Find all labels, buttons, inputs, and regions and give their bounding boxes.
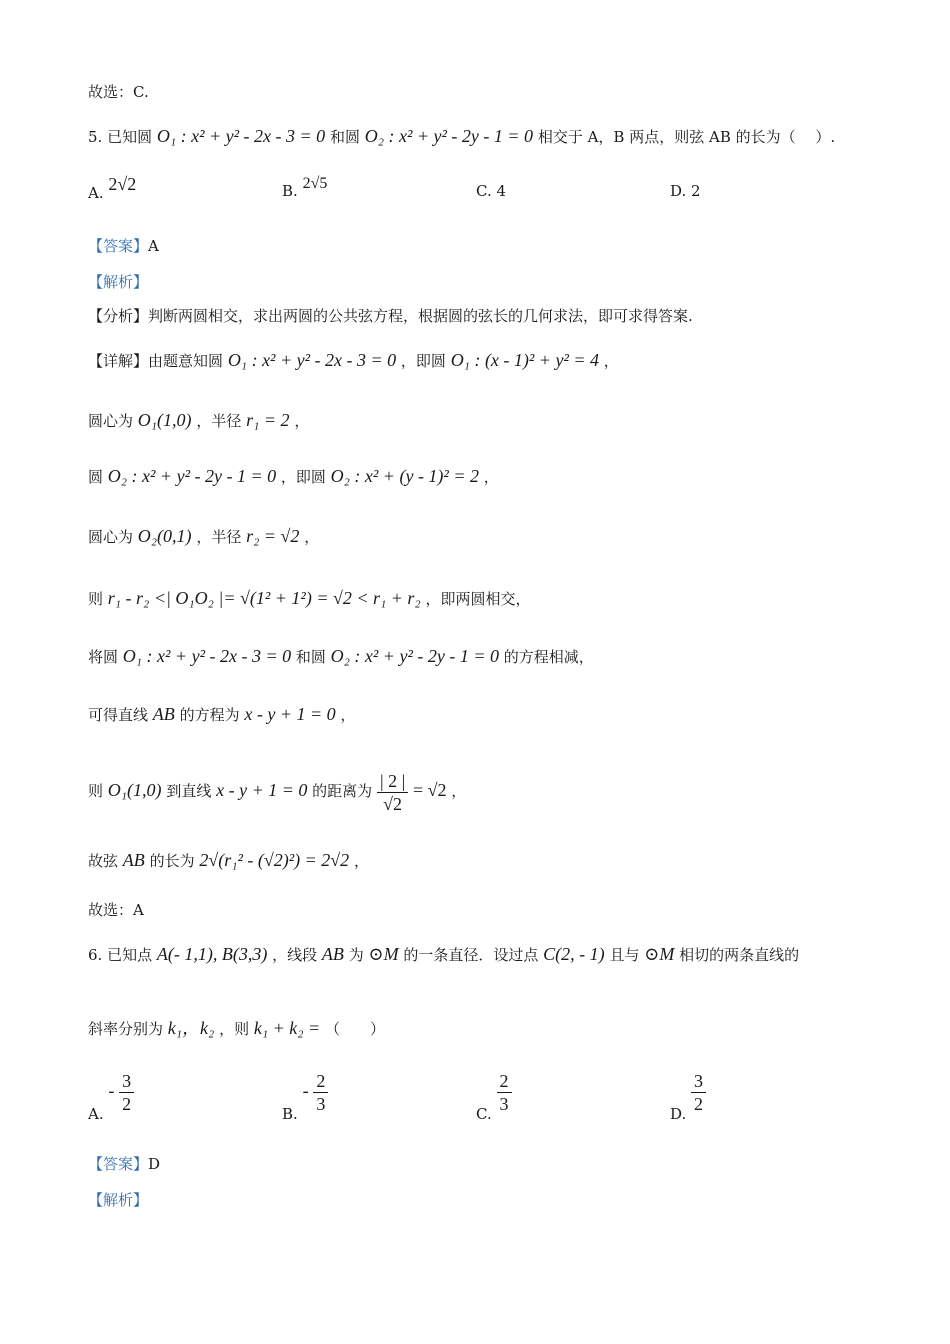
denominator: 3 [316,1094,326,1114]
analysis-tag: 【解析】 [88,273,149,291]
text: ，即圆 [400,352,446,370]
text: 圆 [88,468,104,486]
text: 为 [348,946,364,964]
text: 和圆 [329,128,360,146]
equation: A(- 1,1), B(3,3) [156,944,268,964]
answer-5 [88,236,159,256]
text: 圆心为 [88,412,134,430]
equation: x - y + 1 = 0 [244,704,336,724]
xiangjie-tag: 【详解】 [88,352,149,370]
q5-option-a [88,174,137,203]
compare-line [88,588,530,609]
prev-answer-line [88,82,149,102]
denominator: 3 [499,1094,509,1114]
equation: O₂ : x² + y² - 2y - 1 = 0 [364,126,534,146]
question-5 [88,126,835,147]
xiangjie-line [88,350,619,371]
fraction [377,770,408,815]
option-value: 2√2 [108,174,137,194]
analysis-tag: 【解析】 [88,1191,149,1209]
equation: k₁，k₂ [167,1018,215,1038]
numerator: 2 [313,1070,328,1093]
equation: ⊙M [368,944,399,964]
question-6 [88,944,799,965]
equation: ⊙M [644,944,675,964]
text: 和圆 [295,648,326,666]
equation: O₁ : x² + y² - 2x - 3 = 0 [227,350,397,370]
text: 故弦 [88,852,119,870]
fraction [313,1070,328,1115]
text: ，半径 [196,528,242,546]
option-label: B. [282,182,298,200]
fraction [119,1070,134,1115]
equation: C(2, - 1) [543,944,605,964]
analysis-tag-6 [88,1190,148,1210]
equation: r₁ = 2 [246,410,290,430]
answer-tag: 【答案】 [88,237,149,255]
text: 相交于 A，B 两点，则弦 AB 的长为（ ）. [537,128,836,146]
q6-option-a [88,1070,134,1123]
answer-6 [88,1154,160,1174]
q6-option-c [476,1070,512,1123]
text: ， [340,706,356,724]
text: 故选：C. [88,83,149,101]
numerator: 3 [119,1070,134,1093]
equation: O₂ : x² + y² - 2y - 1 = 0 [330,646,499,666]
chord-line [88,850,369,871]
line-ab [88,704,355,725]
answer-tag: 【答案】 [88,1155,149,1173]
text: ，则 [219,1020,250,1038]
equation: AB [152,704,175,724]
numerator: | 2 | [377,770,408,793]
text: ， [353,852,369,870]
text: 且与 [609,946,640,964]
text: 圆心为 [88,528,134,546]
text: 故选：A [88,901,144,919]
denominator: 2 [122,1094,132,1114]
equation: k₁ + k₂ = [253,1018,321,1038]
option-label: A. [88,1104,104,1123]
equation: x - y + 1 = 0 [216,780,308,800]
equation: AB [122,850,145,870]
equation: O₂(0,1) [137,526,192,546]
minus-sign: - [302,1080,309,1101]
answer-value: D [148,1155,161,1173]
text: ，线段 [272,946,318,964]
text: 的方程相减， [503,648,594,666]
text: 斜率分别为 [88,1020,164,1038]
subtract-line [88,646,594,667]
option-label: D. 2 [670,182,701,200]
equation: r₂ = √2 [246,526,300,546]
equation: O₁ : (x - 1)² + y² = 4 [450,350,599,370]
fenxi-tag: 【分析】 [88,307,149,325]
q6-option-b [282,1070,328,1123]
circle2-line [88,466,499,487]
fraction [497,1070,512,1115]
text: 的方程为 [179,706,240,724]
q5-option-b [282,175,328,201]
text: 可得直线 [88,706,149,724]
text: ，即两圆相交， [425,590,531,608]
text: ， [451,782,467,800]
equation: = √2 [412,780,447,800]
equation: O₁ : x² + y² - 2x - 3 = 0 [156,126,326,146]
equation: AB [321,944,344,964]
text: 6. 已知点 [88,946,153,964]
text: （ ） [324,1020,385,1038]
numerator: 2 [497,1070,512,1093]
text: 判断两圆相交，求出两圆的公共弦方程，根据圆的弦长的几何求法，即可求得答案. [148,307,693,325]
option-label: A. [88,184,104,202]
text: 的一条直径．设过点 [403,946,539,964]
fenxi-line [88,306,693,326]
text: 5. 已知圆 [88,128,153,146]
option-value: 2√5 [302,175,328,192]
choose-a-line [88,900,144,920]
text: ， [304,528,320,546]
denominator: √2 [383,793,403,814]
equation: O₁(1,0) [107,780,162,800]
text: 将圆 [88,648,119,666]
text: 由题意知圆 [148,352,224,370]
text: ，半径 [196,412,242,430]
answer-value: A [148,237,159,255]
numerator: 3 [691,1070,706,1093]
text: 的距离为 [312,782,373,800]
equation: O₁ : x² + y² - 2x - 3 = 0 [122,646,292,666]
equation: O₂ : x² + y² - 2y - 1 = 0 [107,466,277,486]
q5-option-c [476,182,506,200]
text: 相切的两条直线的 [679,946,800,964]
option-label: B. [282,1104,298,1123]
question-6-line2 [88,1018,385,1039]
option-label: D. [670,1104,687,1123]
center1-line [88,410,309,431]
equation: O₁(1,0) [137,410,192,430]
text: ，即圆 [280,468,326,486]
text: ， [603,352,619,370]
text: 的长为 [149,852,195,870]
denominator: 2 [694,1094,704,1114]
q6-option-d [670,1070,706,1123]
option-label: C. 4 [476,182,507,200]
center2-line [88,526,319,547]
equation: O₂ : x² + (y - 1)² = 2 [330,466,479,486]
text: ， [294,412,310,430]
text: 则 [88,590,104,608]
equation: r₁ - r₂ <| O₁O₂ |= √(1² + 1²) = √2 < r₁ + r₂ [107,588,421,608]
minus-sign: - [108,1080,115,1101]
text: ， [483,468,499,486]
distance-line [88,768,466,816]
analysis-tag-5 [88,272,148,292]
q5-option-d [670,182,701,200]
fraction [691,1070,706,1115]
text: 到直线 [166,782,212,800]
equation: 2√(r₁² - (√2)²) = 2√2 [199,850,350,870]
text: 则 [88,782,104,800]
option-label: C. [476,1104,492,1123]
